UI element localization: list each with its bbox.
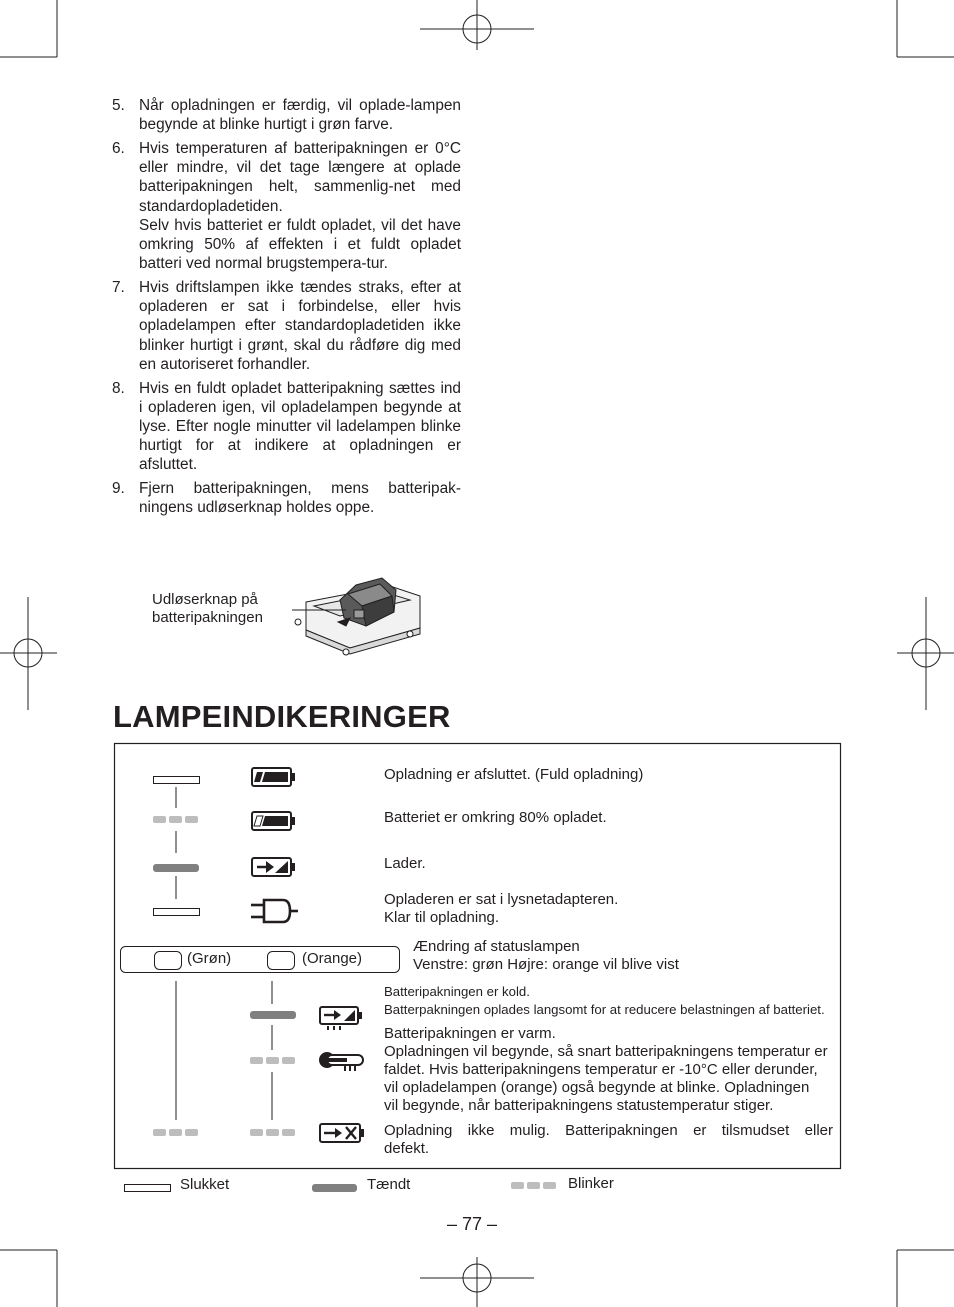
step-8 xyxy=(112,379,461,475)
step-number: 6. xyxy=(112,140,125,157)
step-9 xyxy=(112,479,461,517)
green-lamp-swatch xyxy=(155,952,182,970)
status-change-text xyxy=(413,938,679,974)
text-line: Venstre: grøn Højre: orange vil blive vist xyxy=(413,956,679,973)
battery-full-icon xyxy=(252,768,295,786)
legend-orange-label: (Orange) xyxy=(302,950,363,967)
legend-blink-swatch xyxy=(511,1182,556,1189)
indicator-ready-text xyxy=(384,891,618,927)
text-line: Opladeren er sat i lysnetadapteren. xyxy=(384,891,619,908)
indicator-charging-text: Lader. xyxy=(384,855,426,872)
lamp-on xyxy=(153,864,199,872)
legend-on-swatch xyxy=(312,1184,357,1192)
step-6 xyxy=(112,139,461,273)
step-text: Hvis driftslampen ikke tændes straks, efter at opladeren er sat i forbindelse, eller hvis opladelampen efter standardopladetiden ikke blinker hurtigt i grønt, skal du rådføre dig med en autoriseret forhandler. xyxy=(139,279,461,373)
text-line: Batteripakningen er kold. xyxy=(384,984,530,999)
text-line: Opladning ikke mulig. Batteripakningen er tilsmudset eller xyxy=(384,1122,833,1139)
indicator-full-text: Opladning er afsluttet. (Fuld opladning) xyxy=(384,766,644,783)
step-text: Fjern batteripakningen, mens batteripak-ningens udløserknap holdes oppe. xyxy=(139,480,461,517)
page-number: – 77 – xyxy=(447,1214,498,1234)
battery-cold-icon xyxy=(320,1007,362,1030)
warm-battery-text xyxy=(384,1025,833,1115)
step-number: 7. xyxy=(112,279,125,297)
cold-battery-text xyxy=(384,983,834,1019)
battery-80-icon xyxy=(252,812,295,830)
step-number: 9. xyxy=(112,480,125,498)
text-line: vil begynde, når batteripakningens statustemperatur stiger. xyxy=(384,1097,774,1114)
release-button-label xyxy=(152,591,263,627)
step-number: 8. xyxy=(112,379,125,397)
lamp-off xyxy=(154,909,200,916)
legend-on-label: Tændt xyxy=(367,1176,411,1193)
step-text: Selv hvis batteriet er fuldt opladet, vil det have omkring 50% af effekten i et fuldt opladet batteri ved normal brugstempera-tur. xyxy=(139,216,461,273)
step-text: Når opladningen er færdig, vil oplade-lampen begynde at blinke hurtigt i grøn farve. xyxy=(139,97,461,134)
lamp-on xyxy=(250,1011,296,1019)
text-line: Klar til opladning. xyxy=(384,909,500,926)
thermometer-icon xyxy=(319,1052,363,1071)
step-text: Hvis temperaturen af batteripakningen er 0°C eller mindre, vil det tage længere at oplade batteripakningen helt, sammenlig-net med standardopladetiden. xyxy=(139,140,461,215)
legend-off-label: Slukket xyxy=(180,1176,230,1193)
indicator-80-text: Batteriet er omkring 80% opladet. xyxy=(384,809,607,826)
step-text: Hvis en fuldt opladet batteripakning sættes ind i opladeren igen, vil opladelampen begynde at lyse. Efter nogle minutter vil ladelampen blinke hurtigt for at indikere at opladningen er afsluttet. xyxy=(139,379,461,474)
step-7 xyxy=(112,278,461,374)
lamp-blinking xyxy=(250,1057,295,1064)
text-line: Ændring af statuslampen xyxy=(413,938,580,955)
legend-green-label: (Grøn) xyxy=(187,950,232,967)
figure-label-line: batteripakningen xyxy=(152,609,263,626)
text-line: vil opladelampen (orange) også begynde at blinke. Opladningen xyxy=(384,1079,810,1096)
plug-icon xyxy=(251,900,298,922)
text-line: Batterpakningen oplades langsomt for at reducere belastningen af batteriet. xyxy=(384,1002,825,1017)
instruction-steps xyxy=(112,96,461,522)
lamp-blinking xyxy=(153,816,198,823)
figure-label-line: Udløserknap på xyxy=(152,591,258,608)
text-line: Opladningen vil begynde, så snart batteripakningens temperatur er xyxy=(384,1043,828,1060)
lamp-blinking xyxy=(153,1129,295,1136)
text-line: Batteripakningen er varm. xyxy=(384,1025,556,1042)
step-number: 5. xyxy=(112,97,125,114)
text-line: defekt. xyxy=(384,1140,430,1157)
step-5 xyxy=(112,96,461,134)
legend-blink-label: Blinker xyxy=(568,1175,614,1192)
text-line: faldet. Hvis batteripakningens temperatur er -10°C eller derunder, xyxy=(384,1061,818,1078)
charger-illustration xyxy=(292,578,420,655)
section-heading: LAMPEINDIKERINGER xyxy=(113,699,451,734)
orange-lamp-swatch xyxy=(268,952,295,970)
legend-off-swatch xyxy=(125,1185,171,1192)
lamp-off xyxy=(154,777,200,784)
error-battery-text xyxy=(384,1122,833,1158)
battery-charging-icon xyxy=(252,858,295,876)
battery-error-icon xyxy=(320,1124,364,1142)
